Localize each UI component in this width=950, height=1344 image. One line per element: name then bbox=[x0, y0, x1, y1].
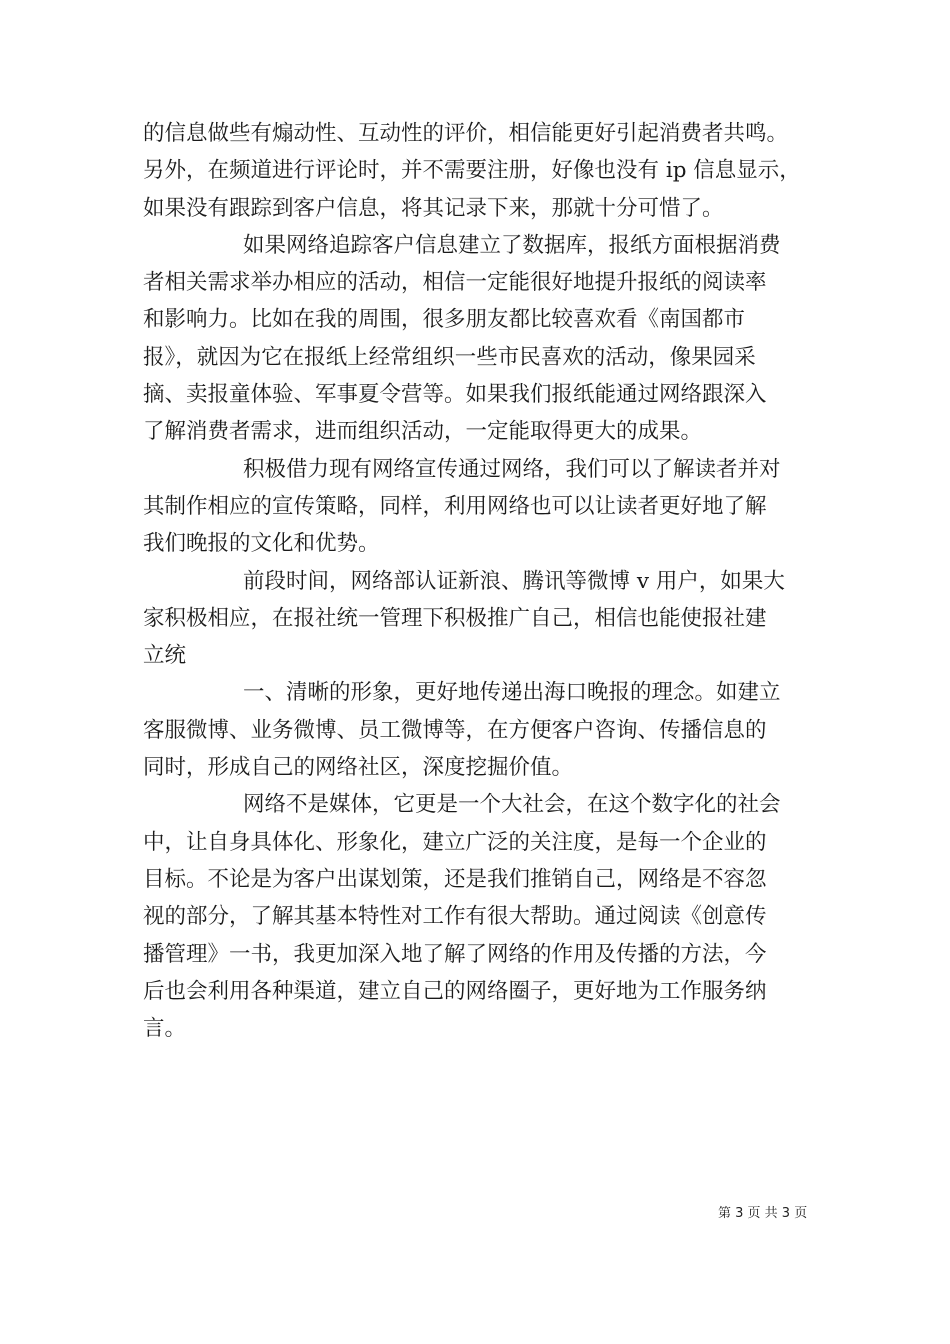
text-line: 家积极相应，在报社统一管理下积极推广自己，相信也能使报社建 bbox=[143, 605, 767, 631]
text-line: 网络不是媒体，它更是一个大社会，在这个数字化的社会 bbox=[243, 792, 781, 818]
text-line: 视的部分，了解其基本特性对工作有很大帮助。通过阅读《创意传 bbox=[143, 904, 767, 930]
text-line: 播管理》一书，我更加深入地了解了网络的作用及传播的方法，今 bbox=[143, 941, 767, 967]
text-line: 立统 bbox=[143, 643, 187, 669]
paragraph bbox=[143, 451, 811, 563]
paragraph bbox=[143, 563, 811, 675]
text-line: 另外，在频道进行评论时，并不需要注册，好像也没有 ip 信息显示， bbox=[143, 158, 801, 184]
paragraph bbox=[143, 786, 811, 1047]
text-line: 摘、卖报童体验、军事夏令营等。如果我们报纸能通过网络跟深入 bbox=[143, 382, 767, 408]
paragraph bbox=[143, 227, 811, 451]
paragraph bbox=[143, 674, 811, 786]
text-line: 报》，就因为它在报纸上经常组织一些市民喜欢的活动，像果园采 bbox=[143, 344, 756, 370]
text-line: 积极借力现有网络宣传通过网络，我们可以了解读者并对 bbox=[243, 456, 781, 482]
text-line: 同时，形成自己的网络社区，深度挖掘价值。 bbox=[143, 755, 574, 781]
text-line: 其制作相应的宣传策略，同样，利用网络也可以让读者更好地了解 bbox=[143, 493, 767, 519]
text-line: 客服微博、业务微博、员工微博等，在方便客户咨询、传播信息的 bbox=[143, 717, 767, 743]
text-line: 如果没有跟踪到客户信息，将其记录下来，那就十分可惜了。 bbox=[143, 195, 724, 221]
text-line: 中，让自身具体化、形象化，建立广泛的关注度，是每一个企业的 bbox=[143, 829, 767, 855]
text-line: 者相关需求举办相应的活动，相信一定能很好地提升报纸的阅读率 bbox=[143, 270, 767, 296]
paragraph bbox=[143, 115, 811, 227]
text-line: 后也会利用各种渠道，建立自己的网络圈子，更好地为工作服务纳 bbox=[143, 978, 767, 1004]
page-number-footer: 第 3 页 共 3 页 bbox=[718, 1206, 808, 1221]
text-line: 目标。不论是为客户出谋划策，还是我们推销自己，网络是不容忽 bbox=[143, 866, 767, 892]
text-line: 的信息做些有煽动性、互动性的评价，相信能更好引起消费者共鸣。 bbox=[143, 121, 789, 146]
text-line: 前段时间，网络部认证新浪、腾讯等微博 v 用户，如果大 bbox=[243, 568, 785, 594]
text-line: 一、清晰的形象，更好地传递出海口晚报的理念。如建立 bbox=[243, 680, 781, 706]
text-line: 言。 bbox=[143, 1016, 187, 1042]
text-line: 和影响力。比如在我的周围，很多朋友都比较喜欢看《南国都市 bbox=[143, 307, 746, 333]
text-line: 了解消费者需求，进而组织活动，一定能取得更大的成果。 bbox=[143, 419, 703, 445]
text-line: 如果网络追踪客户信息建立了数据库，报纸方面根据消费 bbox=[243, 232, 781, 258]
text-line: 我们晚报的文化和优势。 bbox=[143, 531, 380, 557]
document-body bbox=[143, 115, 811, 1047]
